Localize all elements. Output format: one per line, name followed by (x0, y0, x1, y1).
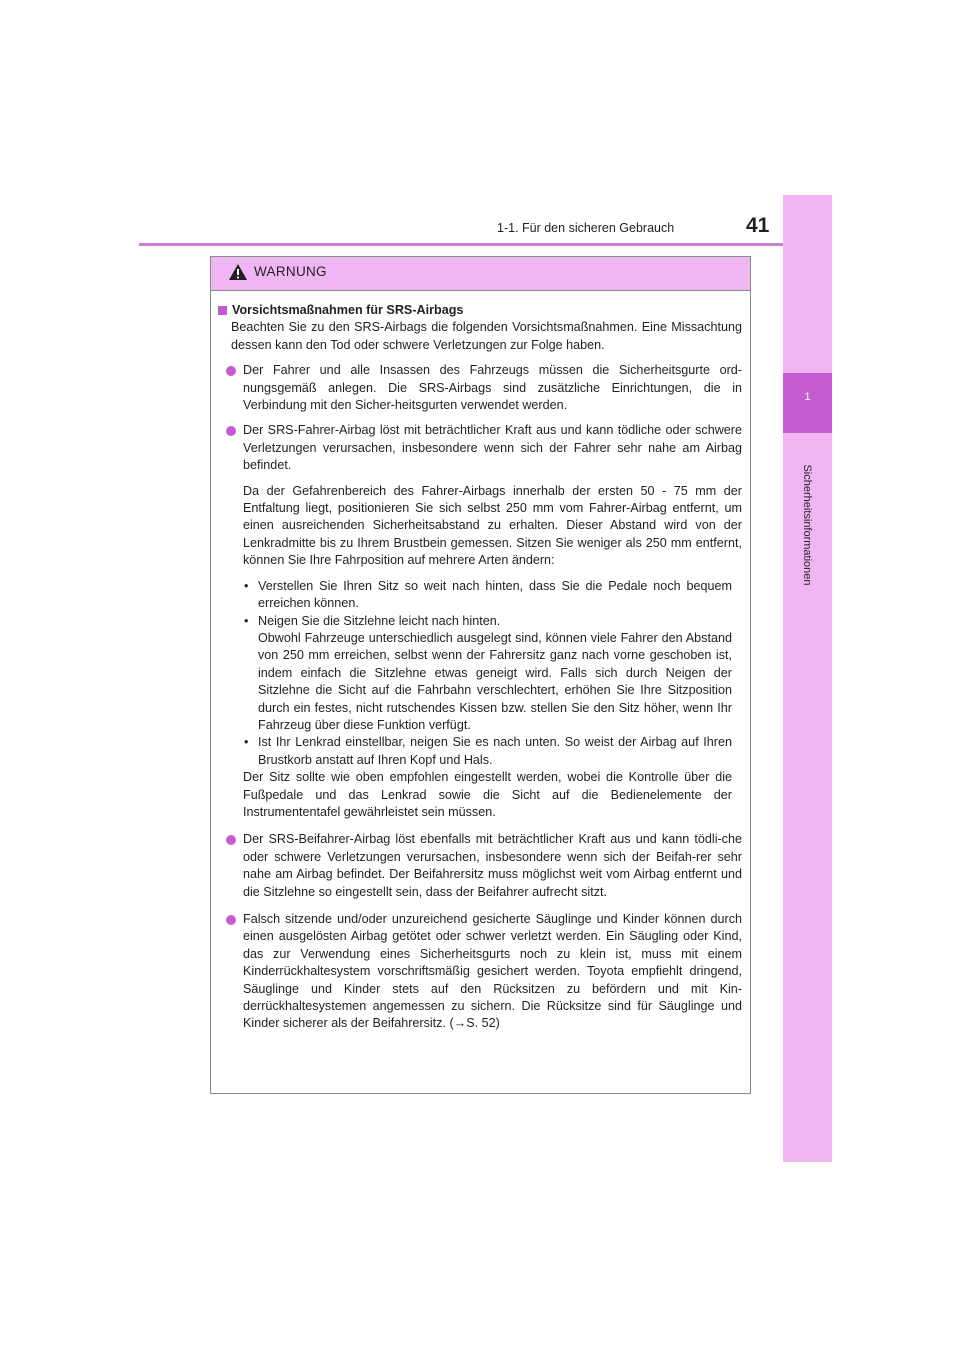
bullet-mark: • (244, 735, 249, 750)
sub-bullet-text: Neigen Sie die Sitzlehne leicht nach hinten. (258, 613, 501, 628)
section-title: 1-1. Für den sicheren Gebrauch (497, 221, 675, 235)
sub-bullet-detail: Obwohl Fahrzeuge unterschiedlich ausgelegt sind, können viele Fahrer den Abstand von 250 mm erreichen, selbst wenn der Fahrersitz ganz nach vorne geschoben ist, indem einfach die Sitzlehne etwas geneigt wird. Falls sich durch Neigen der Sitzlehne die Sicht auf die Fahrbahn verschlechtert, erhöhen Sie Ihre Sitzposition durch ein festes, nicht rutschendes Kissen bzw. stellen Sie den Sitz höher, wenn Ihr Fahrzeug über diese Funktion verfügt. (258, 630, 732, 732)
chapter-side-tab (783, 195, 832, 1162)
warning-body (211, 291, 750, 1093)
list-item-text: Der SRS-Fahrer-Airbag löst mit beträchtlicher Kraft aus und kann tödliche oder schwere Verletzungen verursachen, insbesondere wenn sich der Fahrer sehr nahe am Airbag befindet. (243, 423, 742, 473)
list-item (243, 422, 742, 474)
circle-bullet-icon (226, 835, 236, 845)
sub-bullet (244, 613, 732, 630)
circle-bullet-icon (226, 915, 236, 925)
warning-triangle-icon (228, 263, 248, 281)
circle-bullet-icon (226, 426, 236, 436)
item-footer: Der Sitz sollte wie oben empfohlen eingestellt werden, wobei die Kontrolle über die Fußpedale und das Lenkrad sowie die Sicht auf die Bedienelemente der Instrumententafel gewährleistet sein müssen. (243, 770, 732, 819)
chapter-number: 1 (804, 391, 811, 403)
chapter-label: Sicherheitsinformationen (801, 464, 813, 586)
list-item-text: Der SRS-Beifahrer-Airbag löst ebenfalls mit beträchtlicher Kraft aus und kann tödli-che oder schwere Verletzungen verursachen, insbesondere wenn sich der Beifah-rer sehr nahe am Airbag befindet. Der Beifahrersitz muss möglichst weit vom Airbag entfernt und die Sitzlehne so eingestellt sein, dass der Beifahrer aufrecht sitzt. (243, 832, 742, 899)
list-item-text: Der Fahrer und alle Insassen des Fahrzeugs müssen die Sicherheitsgurte ord-nungsgemäß anlegen. Die SRS-Airbags sind zusätzliche Einrichtungen, die in Verbindung mit den Sicher-heitsgurten verwendet werden. (243, 363, 742, 413)
sub-bullet (244, 734, 732, 769)
list-item (243, 911, 742, 1033)
list-item (243, 362, 742, 414)
list-item-text: Falsch sitzende und/oder unzureichend gesicherte Säuglinge und Kinder können durch einen ausgelösten Airbag getötet oder schwer verletzt werden. Ein Säugling oder Kind, das zur Verwendung eines Sicherheitsgurts noch zu klein ist, muss mit einem Kinderrückhaltesystem vorschriftsmäßig gesichert werden. Toyota empfiehlt dringend, Säuglinge und Kinder stets auf den Rücksitzen zu befördern und mit Kin-derrückhaltesystemen angemessen zu sichern. Die Rücksitze sind für Säuglinge und Kinder sicherer als der Beifahrersitz. (→S. 52) (243, 912, 742, 1031)
square-bullet-icon (218, 306, 227, 315)
warning-title: WARNUNG (254, 264, 327, 279)
header-rule (139, 243, 832, 246)
sub-bullet (244, 578, 732, 613)
warning-heading (218, 302, 742, 319)
bullet-mark: • (244, 613, 249, 628)
page-number: 41 (746, 214, 770, 237)
warning-intro: Beachten Sie zu den SRS-Airbags die folgenden Vorsichtsmaßnahmen. Eine Missachtung dessen kann den Tod oder schwere Verletzungen zur Folge haben. (231, 320, 742, 352)
sub-bullet-text: Ist Ihr Lenkrad einstellbar, neigen Sie es nach unten. So weist der Airbag auf Ihren Brustkorb anstatt auf Ihren Kopf und Hals. (258, 735, 732, 767)
warning-header (211, 257, 750, 291)
item-detail: Da der Gefahrenbereich des Fahrer-Airbags innerhalb der ersten 50 - 75 mm der Entfaltung liegt, positionieren Sie sich selbst 250 mm vom Fahrer-Airbag entfernt, um einen ausreichenden Sicherheitsabstand zu erhalten. Dieser Abstand wird von der Lenkradmitte bis zu Ihrem Brustbein gemessen. Sitzen Sie weniger als 250 mm entfernt, können Sie Ihre Fahrposition auf mehrere Arten ändern: (243, 483, 742, 568)
circle-bullet-icon (226, 366, 236, 376)
warning-heading-text: Vorsichtsmaßnahmen für SRS-Airbags (232, 303, 464, 317)
list-item (243, 831, 742, 901)
bullet-mark: • (244, 578, 249, 593)
chapter-number-tab (783, 373, 832, 433)
sub-bullet-text: Verstellen Sie Ihren Sitz so weit nach hinten, dass Sie die Pedale noch bequem erreichen können. (258, 578, 732, 611)
warning-box (210, 256, 751, 1094)
